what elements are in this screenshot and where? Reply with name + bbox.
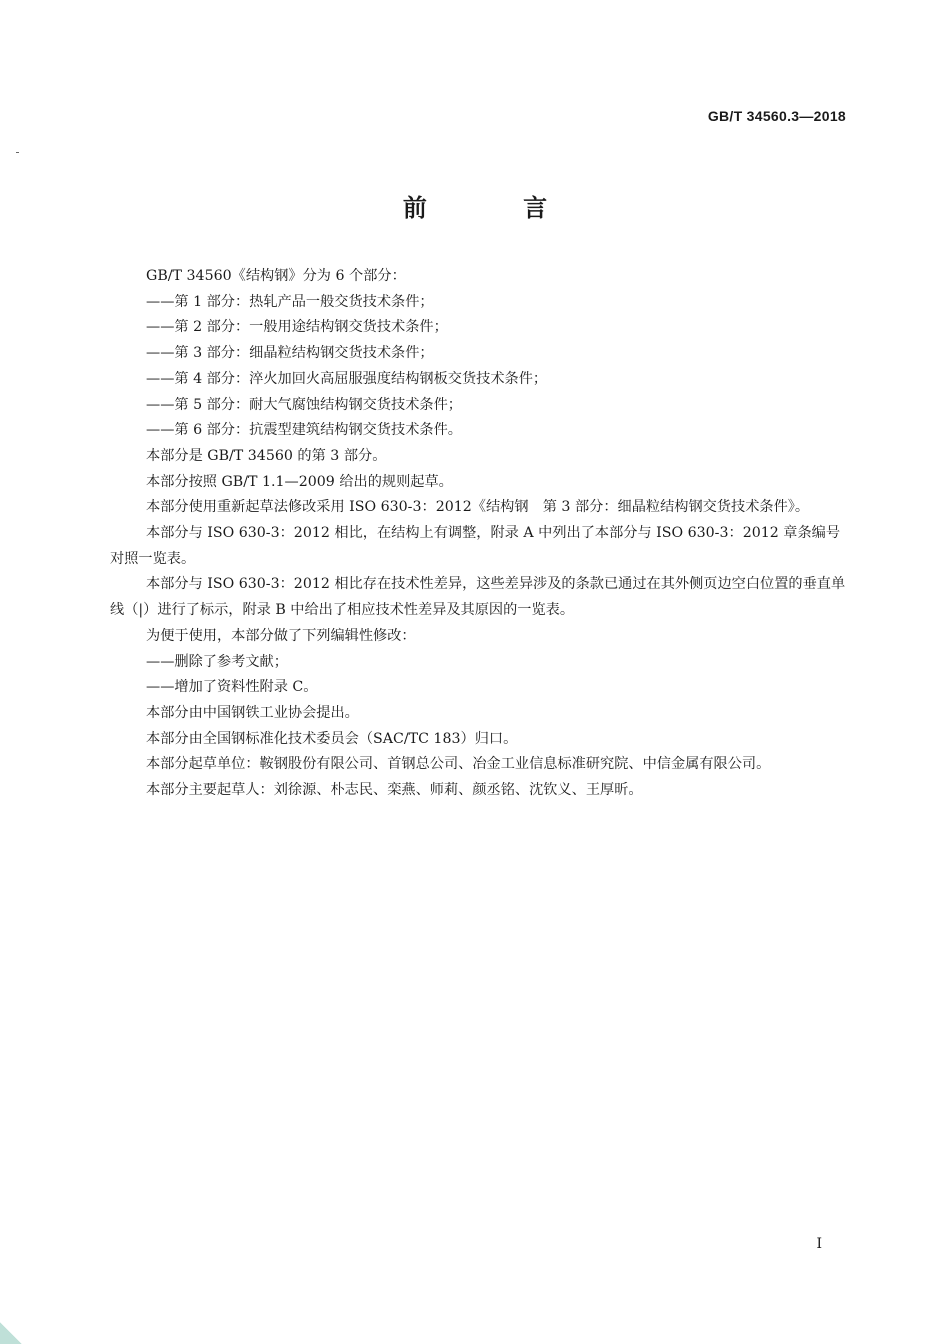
standard-id: GB/T 34560.3—2018	[707, 108, 846, 124]
list-item-added-annex-c: ——增加了资料性附录 C。	[146, 679, 318, 696]
foreword-body	[110, 264, 846, 804]
page-title: 前 言	[402, 193, 592, 222]
scan-corner-mark	[0, 1322, 22, 1344]
list-item-part-3: ——第 3 部分：细晶粒结构钢交货技术条件；	[146, 345, 434, 362]
list-item-part-6: ——第 6 部分：抗震型建筑结构钢交货技术条件。	[146, 422, 462, 439]
paragraph-adoption: 本部分使用重新起草法修改采用 ISO 630-3：2012《结构钢 第 3 部分：细晶粒结构钢交货技术条件》。	[146, 499, 810, 516]
page-number: I	[816, 1236, 822, 1252]
list-item-part-4: ——第 4 部分：淬火加回火高屈服强度结构钢板交货技术条件；	[146, 370, 548, 387]
paragraph-drafting-units: 本部分起草单位：鞍钢股份有限公司、首钢总公司、冶金工业信息标准研究院、中信金属有限公司。	[146, 756, 771, 773]
paragraph-centralized-by: 本部分由全国钢标准化技术委员会（SAC/TC 183）归口。	[146, 730, 518, 747]
paragraph-intro: GB/T 34560《结构钢》分为 6 个部分：	[146, 268, 406, 284]
paragraph-drafters: 本部分主要起草人：刘徐源、朴志民、栾燕、师莉、颜丞铭、沈钦义、王厚昕。	[146, 782, 643, 799]
list-item-part-2: ——第 2 部分：一般用途结构钢交货技术条件；	[146, 319, 448, 336]
paragraph-structure-changes: 本部分与 ISO 630-3：2012 相比，在结构上有调整，附录 A 中列出了本部分与 ISO 630-3：2012 章条编号对照一览表。	[110, 525, 841, 567]
paragraph-proposed-by: 本部分由中国钢铁工业协会提出。	[146, 704, 359, 721]
scan-speck	[16, 152, 19, 153]
paragraph-editorial-changes: 为便于使用，本部分做了下列编辑性修改：	[146, 627, 416, 644]
list-item-part-5: ——第 5 部分：耐大气腐蚀结构钢交货技术条件；	[146, 396, 462, 413]
list-item-part-1: ——第 1 部分：热轧产品一般交货技术条件；	[146, 293, 434, 310]
paragraph-technical-differences: 本部分与 ISO 630-3：2012 相比存在技术性差异，这些差异涉及的条款已通过在其外侧页边空白位置的垂直单线（|）进行了标示，附录 B 中给出了相应技术性差异及其原因的一览表。	[110, 576, 846, 619]
paragraph-drafting-rules: 本部分按照 GB/T 1.1—2009 给出的规则起草。	[146, 473, 453, 490]
list-item-removed-bibliography: ——删除了参考文献；	[146, 653, 288, 670]
paragraph-part-number: 本部分是 GB/T 34560 的第 3 部分。	[146, 447, 387, 464]
